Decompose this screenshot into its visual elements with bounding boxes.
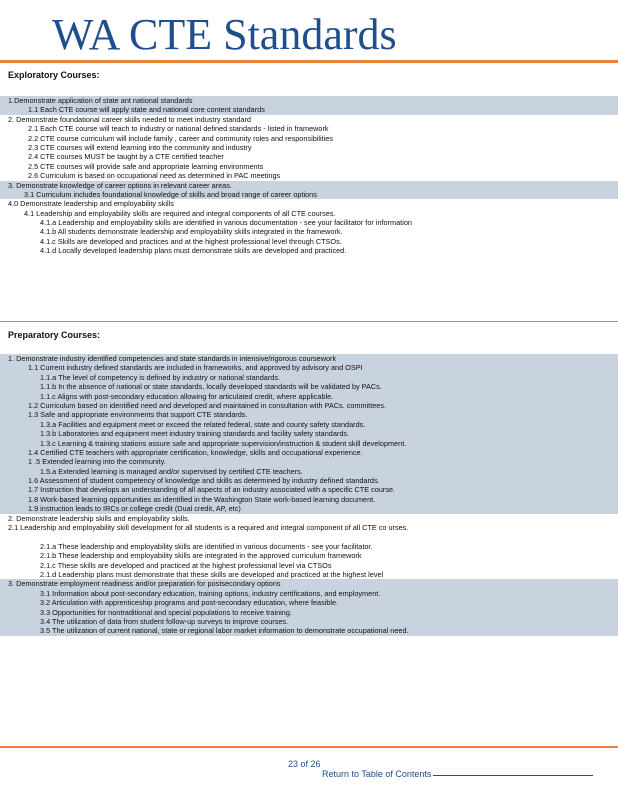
standard-item: 1.Demonstrate application of state ant national standards [0,96,618,105]
page-title: WA CTE Standards [52,10,397,59]
standard-item: 2.4 CTE courses MUST be taught by a CTE certified teacher [28,152,224,162]
standard-item: 2.1.c These skills are developed and practiced at the highest professional level via CTSOs [40,560,332,570]
preparatory-heading: Preparatory Courses: [8,330,101,340]
standard-item: 1 .5 Extended learning into the community. [0,457,618,466]
standard-item: 2. Demonstrate leadership skills and employability skills. [8,513,190,523]
standard-item: 1.4 Certified CTE teachers with appropriate certification, knowledge, skills and occupational experience. [0,448,618,457]
section-divider [0,321,618,322]
standard-item: 3.4 The utilization of data from student follow-up surveys to improve courses. [0,617,618,626]
standard-item: 4.1 Leadership and employability skills are required and integral components of all CTE courses. [24,208,336,218]
standard-item: 1.3.a Facilities and equipment meet or exceed the related federal, state and county safety standards. [0,420,618,429]
standard-item: 1.1.a The level of competency is defined by industry or national standards. [0,373,618,382]
standard-item: 2.1.d Leadership plans must demonstrate that these skills are developed and practiced at the highest level [40,570,384,579]
standard-item: 1.2 Curriculum based on identified need and developed and maintained in consultation with PACs. committees. [0,401,618,410]
standard-item: 2.1 Leadership and employability skill development for all students is a required and integral component of all CTE co urses. [8,523,409,533]
standard-item: 1.3.b Laboratories and equipment meet industry training standards and facility safety standards. [0,429,618,438]
standard-item: 1.7 Instruction that develops an understanding of all aspects of an industry associated with a specific CTE course. [0,485,618,494]
preparatory-standards-list [0,354,618,636]
standard-item: 1.6 Assessment of student competency of knowledge and skills as determined by industry defined standards. [0,476,618,485]
standard-item: 2.1 Each CTE course will teach to industry or national defined standards - listed in framework [28,124,329,134]
standard-item: 1.3.c Learning & training stations assure safe and appropriate supervision/instruction & student skill development. [0,439,618,448]
header-rule [0,60,618,63]
standard-item: 4.0 Demonstrate leadership and employability skills [8,199,174,209]
standard-item: 4.1.c Skills are developed and practices and at the highest professional level through CTSOs. [40,236,342,246]
standard-item: 3.1 Information about post-secondary education, training options, industry certifications, and employment. [0,589,618,598]
standard-item: 2.1.b These leadership and employability skills are integrated in the approved curriculum framework [40,551,362,561]
exploratory-heading: Exploratory Courses: [8,70,100,80]
standard-item: 3.5 The utilization of current national, state or regional labor market information to demonstrate occupational need. [0,626,618,635]
standard-item: 1.3 Safe and appropriate environments that support CTE standards. [0,410,618,419]
standard-item: 3. Demonstrate knowledge of career options in relevant career areas. [0,181,618,190]
standard-item: 4.1.a Leadership and employability skills are identified in various documentation - see your facilitator for information [40,218,412,228]
standard-item: 2.2 CTE course curriculum will include family , career and community roles and responsibilities [28,133,333,143]
standard-item: 2.1.a These leadership and employability skills are identified in various documents - see your facilitator. [40,541,373,551]
standard-item: 1.5.a Extended learning is managed and/or supervised by certified CTE teachers. [0,467,618,476]
standard-item: 1.1 Current industry defined standards are included in frameworks, and approved by advisory and OSPI [0,363,618,372]
standard-item: 1.9 instruction leads to IRCs or college credit (Dual credit, AP, etc) [0,504,618,513]
standard-item: 2.5 CTE courses will provide safe and appropriate learning environments [28,161,264,171]
standard-item: 2. Demonstrate foundational career skills needed to meet industry standard [8,114,251,124]
return-to-toc-link[interactable]: Return to Table of Contents [322,769,432,779]
standard-item: 3. Demonstrate employment readiness and/or preparation for postsecondary options [0,579,618,588]
standard-item: 3.3 Opportunities for nontraditional and special populations to receive training. [0,608,618,617]
toc-link-underline [433,775,593,776]
standard-item: 1.1.c Aligns with post-secondary education allowing for articulated credit, where applicable. [0,392,618,401]
standard-item: 1. Demonstrate industry identified competencies and state standards in intensive/rigorous coursework [0,354,618,363]
standard-item: 4.1.d Locally developed leadership plans must demonstrate skills are developed and practiced. [40,246,347,256]
standard-item: 1.1 Each CTE course will apply state and national core content standards [0,105,618,114]
standard-item: 2.3 CTE courses will extend learning into the community and industry [28,142,252,152]
standard-item: 1.1.b In the absence of national or state standards, locally developed standards will be validated by PACs. [0,382,618,391]
exploratory-standards-list [0,96,618,256]
standard-item: 1.8 Work-based learning opportunities as identified in the Washington State work-based learning document. [0,495,618,504]
page-number: 23 of 26 [288,759,321,769]
standard-item: 3.2 Articulation with apprenticeship programs and post-secondary education, where feasible. [0,598,618,607]
standard-item: 2.6 Curriculum is based on occupational need as determined in PAC meetings [28,171,281,181]
standard-item: 4.1.b All students demonstrate leadership and employability skills integrated in the framework. [40,227,343,237]
footer-rule [0,746,618,748]
standard-item: 3.1 Curriculum includes foundational knowledge of skills and broad range of career options [0,190,618,199]
